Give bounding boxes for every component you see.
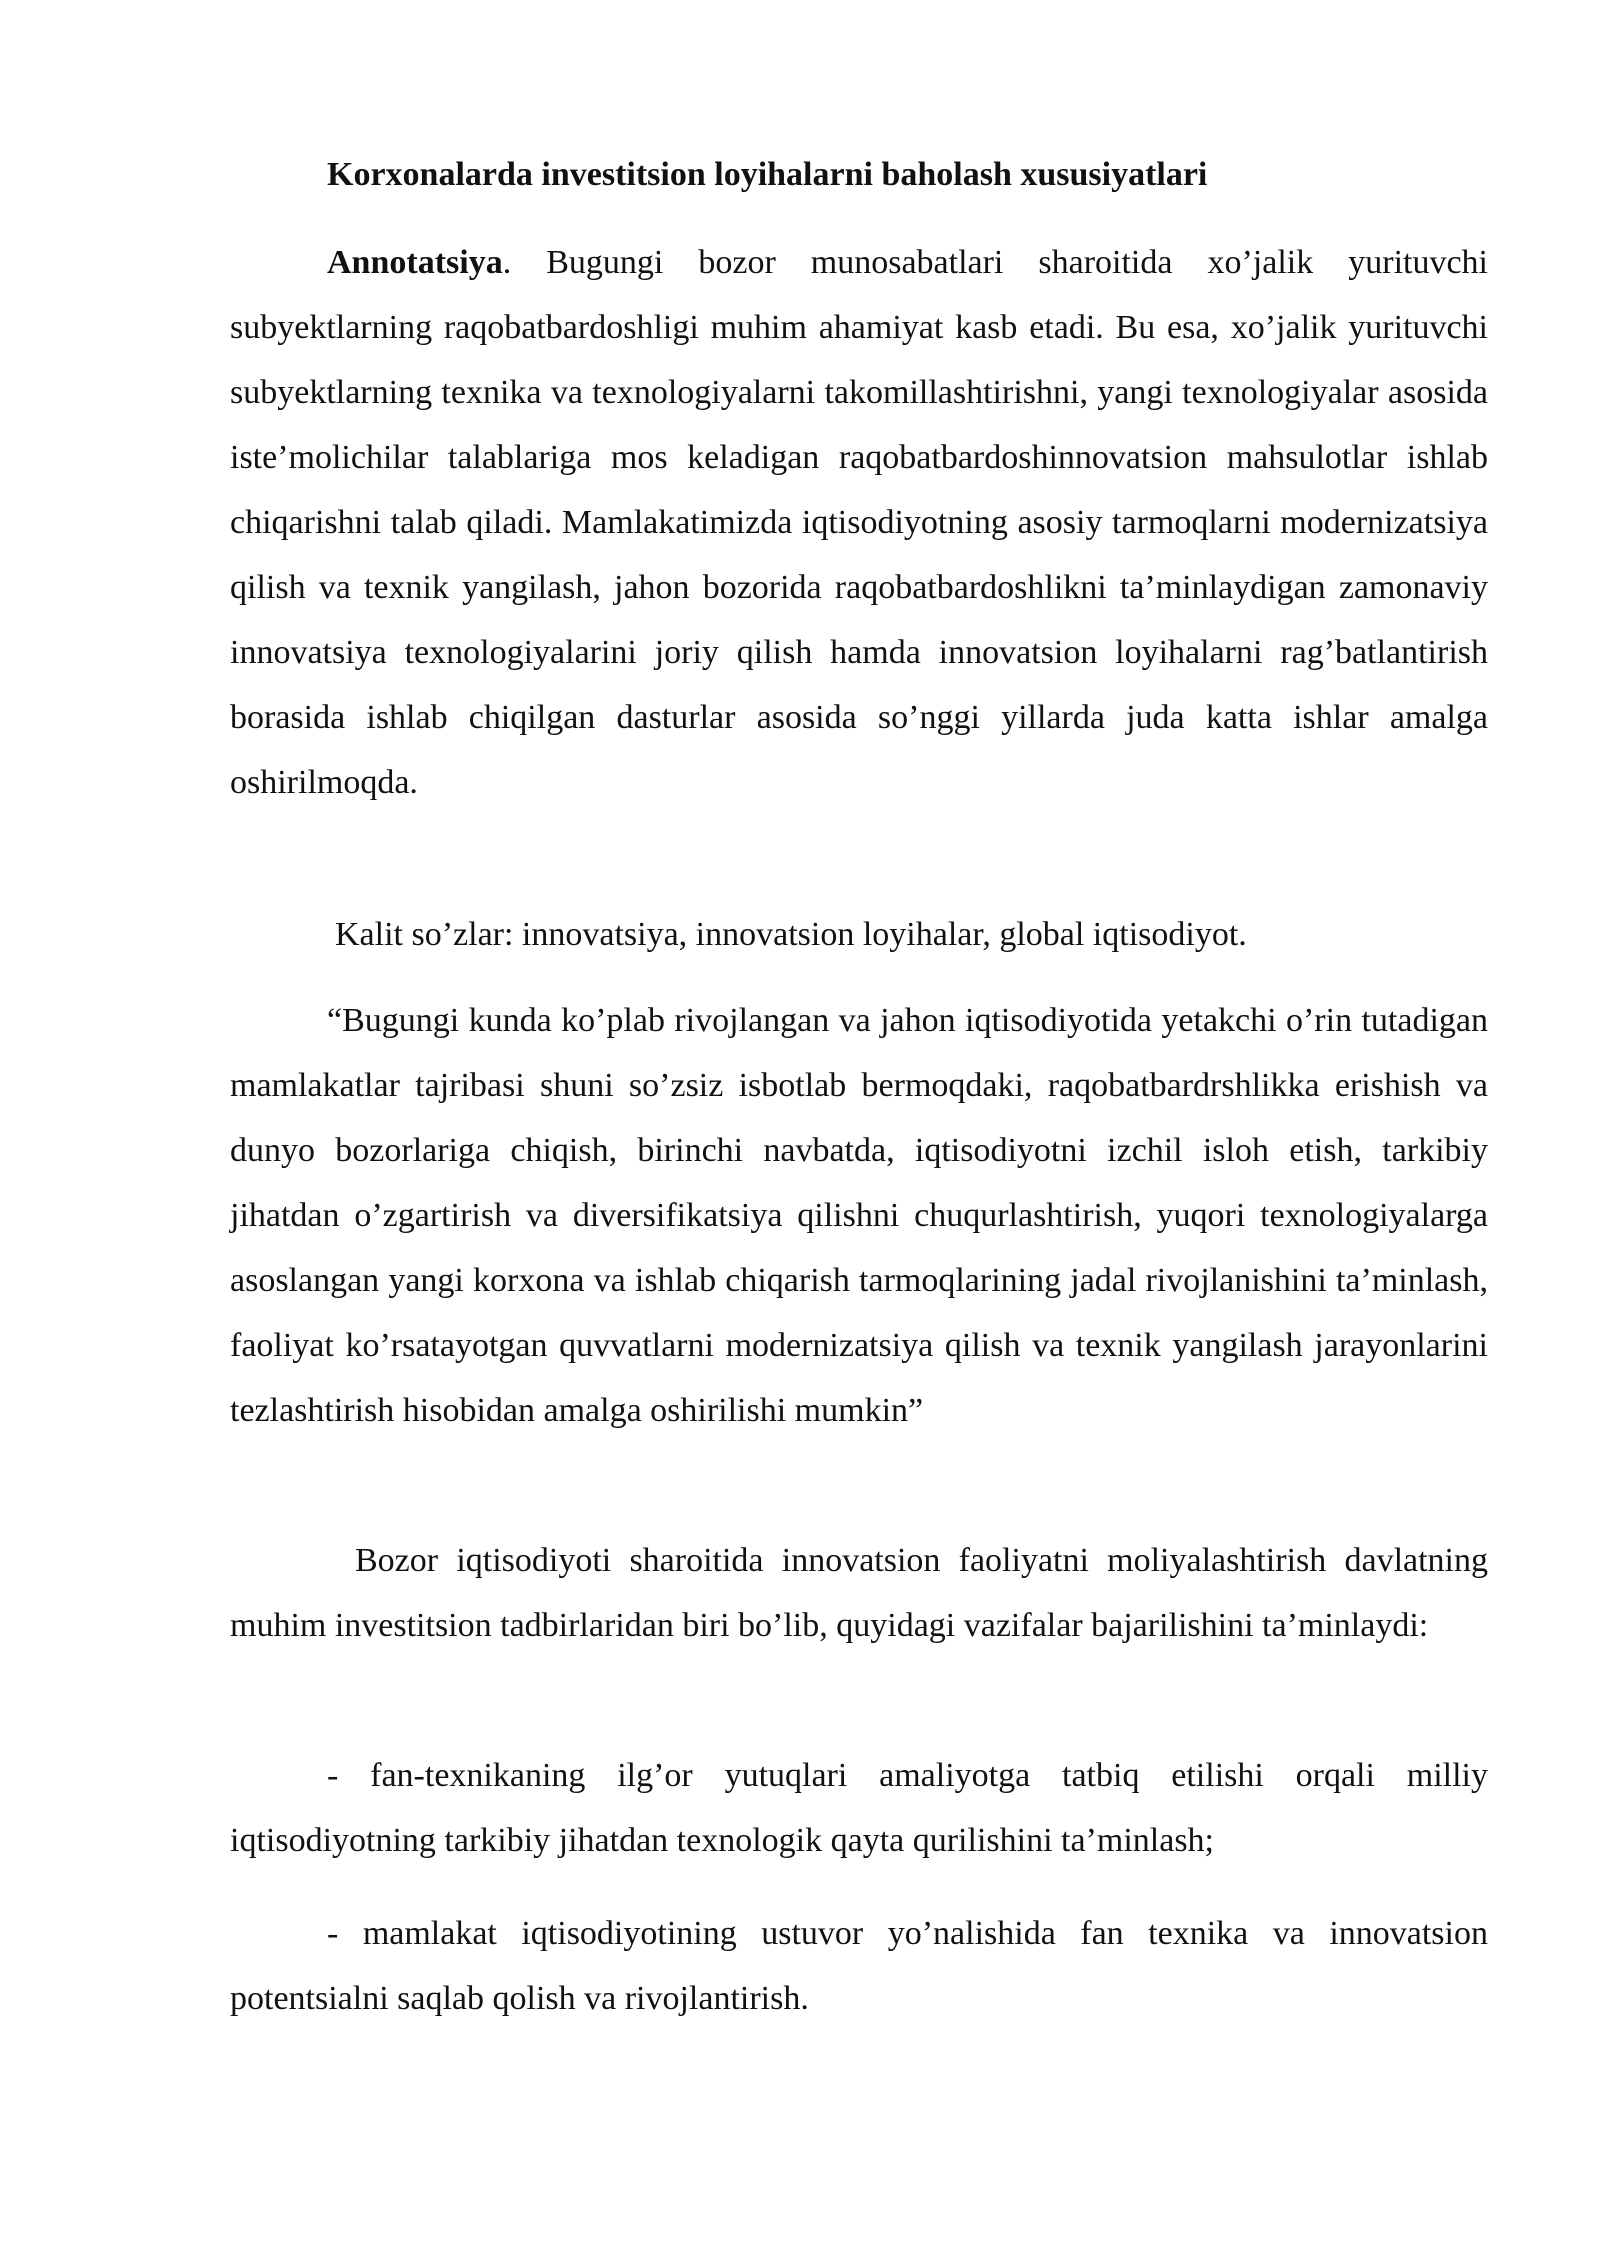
quote-paragraph: “Bugungi kunda ko’plab rivojlangan va jahon iqtisodiyotida yetakchi o’rin tutadigan mamlakatlar tajribasi shuni so’zsiz isbotlab bermoqdaki, raqobatbardrshlikka erishish va dunyo bozorlariga chiqish, birinchi navbatda, iqtisodiyotni izchil isloh etish, tarkibiy jihatdan o’zgartirish va diversifikatsiya qilishni chuqurlashtirish, yuqori texnologiyalarga asoslangan yangi korxona va ishlab chiqarish tarmoqlarining jadal rivojlanishini ta’minlash, faoliyat ko’rsatayotgan quvvatlarni modernizatsiya qilish va texnik yangilash jarayonlarini tezlashtirish hisobidan amalga oshirilishi mumkin” [230, 1002, 1488, 1429]
task-list-item: - mamlakat iqtisodiyotining ustuvor yo’nalishida fan texnika va innovatsion potentsialni saqlab qolish va rivojlantirish. [230, 1915, 1488, 2017]
intro-paragraph: Bozor iqtisodiyoti sharoitida innovatsion faoliyatni moliyalashtirish davlatning muhim investitsion tadbirlaridan biri bo’lib, quyidagi vazifalar bajarilishini ta’minlaydi: [230, 1542, 1488, 1644]
document-title: Korxonalarda investitsion loyihalarni baholash xususiyatlari [327, 156, 1208, 193]
keywords-paragraph: Kalit so’zlar: innovatsiya, innovatsion loyihalar, global iqtisodiyot. [335, 916, 1247, 953]
abstract-label: Annotatsiya [327, 244, 503, 281]
abstract-paragraph [230, 230, 1488, 815]
document-page [230, 0, 1488, 2262]
abstract-text: . Bugungi bozor munosabatlari sharoitida xo’jalik yurituvchi subyektlarning raqobatbardoshligi muhim ahamiyat kasb etadi. Bu esa, xo’jalik yurituvchi subyektlarning texnika va texnologiyalarni takomillashtirishni, yangi texnologiyalar asosida iste’molichilar talablariga mos keladigan raqobatbardoshinnovatsion mahsulotlar ishlab chiqarishni talab qiladi. Mamlakatimizda iqtisodiyotning asosiy tarmoqlarni modernizatsiya qilish va texnik yangilash, jahon bozorida raqobatbardoshlikni ta’minlaydigan zamonaviy innovatsiya texnologiyalarini joriy qilish hamda innovatsion loyihalarni rag’batlantirish borasida ishlab chiqilgan dasturlar asosida so’nggi yillarda juda katta ishlar amalga oshirilmoqda. [230, 244, 1488, 801]
task-list-item: - fan-texnikaning ilg’or yutuqlari amaliyotga tatbiq etilishi orqali milliy iqtisodiyotning tarkibiy jihatdan texnologik qayta qurilishini ta’minlash; [230, 1757, 1488, 1859]
